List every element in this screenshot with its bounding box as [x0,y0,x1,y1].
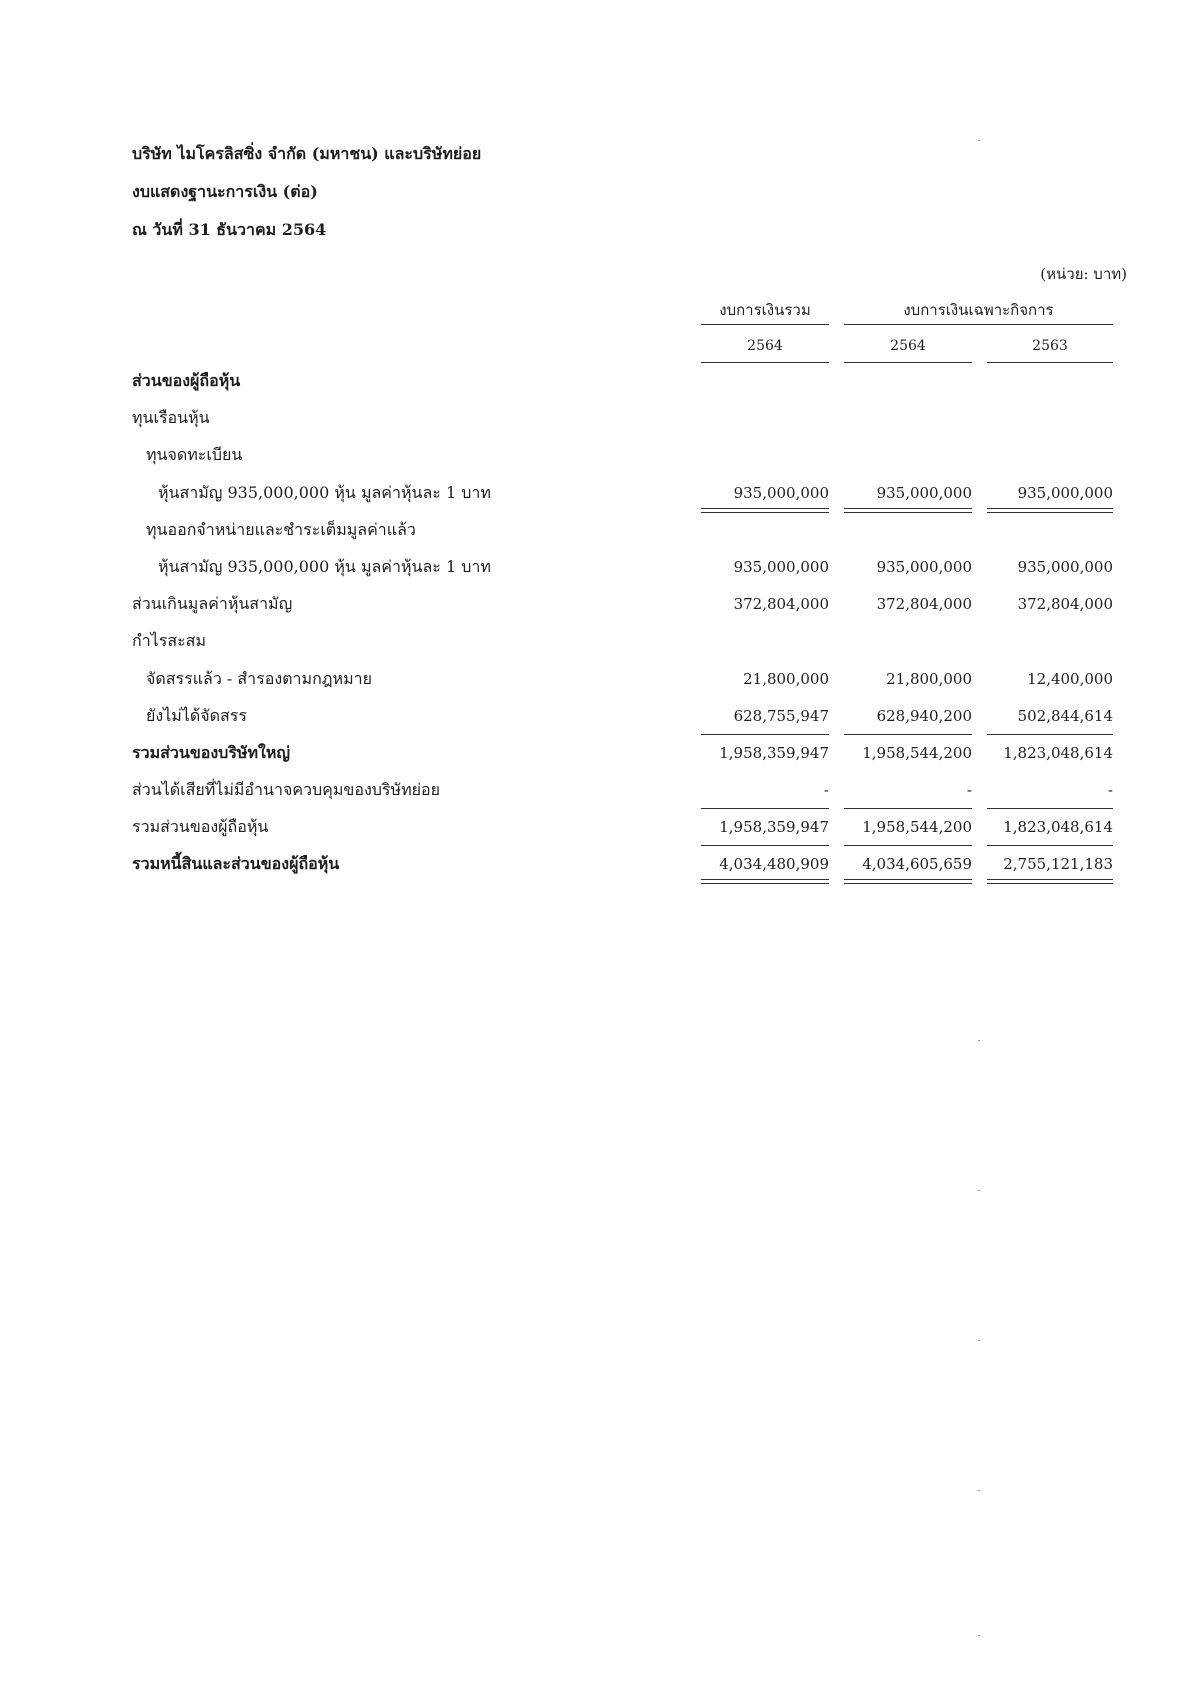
subtotal-line [701,808,829,809]
column-group-underline [701,324,829,325]
table-row [0,848,1190,885]
table-row [0,700,1190,737]
table-row [0,365,1190,402]
value-cell: 935,000,000 [733,557,829,576]
row-label: จัดสรรแล้ว - สำรองตามกฎหมาย [146,668,372,688]
scan-speck [978,140,980,141]
row-label: ทุนจดทะเบียน [146,445,243,465]
subtotal-line [844,808,972,809]
value-cell: 2,755,121,183 [1003,855,1113,874]
year-header: 2564 [890,338,926,354]
year-underline [987,362,1113,363]
column-group-separate: งบการเงินเฉพาะกิจการ [903,301,1054,319]
row-label: รวมหนี้สินและส่วนของผู้ถือหุ้น [132,854,340,874]
subtotal-line [701,734,829,735]
value-cell: 372,804,000 [876,595,972,614]
row-label: กำไรสะสม [132,631,206,651]
value-cell: 628,940,200 [876,706,972,725]
column-group-consolidated: งบการเงินรวม [719,301,811,319]
value-cell: 372,804,000 [1017,595,1113,614]
value-cell: 21,800,000 [743,669,829,688]
subtotal-line [987,734,1113,735]
table-row [0,737,1190,774]
unit-label: (หน่วย: บาท) [1040,265,1127,283]
double-underline [844,879,972,884]
scan-speck [978,1635,980,1636]
table-row [0,477,1190,514]
year-header: 2563 [1032,338,1068,354]
company-name: บริษัท ไมโครลิสซิ่ง จำกัด (มหาชน) และบริษัทย่อย [132,144,482,163]
row-label: ส่วนของผู้ถือหุ้น [132,371,241,390]
row-label: รวมส่วนของบริษัทใหญ่ [132,742,291,762]
subtotal-line [844,845,972,846]
value-cell: 21,800,000 [886,669,972,688]
value-cell: - [1107,781,1113,800]
value-cell: 935,000,000 [733,483,829,502]
year-underline [701,362,829,363]
value-cell: 12,400,000 [1027,669,1113,688]
year-header: 2564 [747,338,783,354]
year-underline [844,362,972,363]
value-cell: 935,000,000 [1017,557,1113,576]
table-row [0,551,1190,588]
table-row [0,588,1190,625]
value-cell: - [966,781,972,800]
value-cell: 372,804,000 [733,595,829,614]
row-label: รวมส่วนของผู้ถือหุ้น [132,817,269,837]
table-row [0,514,1190,551]
value-cell: 935,000,000 [876,483,972,502]
statement-title: งบแสดงฐานะการเงิน (ต่อ) [132,182,318,201]
subtotal-line [701,845,829,846]
value-cell: 1,958,359,947 [719,818,829,837]
scan-speck [978,1040,980,1041]
row-label: ส่วนได้เสียที่ไม่มีอำนาจควบคุมของบริษัทย่อย [132,780,440,800]
double-underline [701,879,829,884]
row-label: หุ้นสามัญ 935,000,000 หุ้น มูลค่าหุ้นละ 1 บาท [158,482,491,502]
row-label: ยังไม่ได้จัดสรร [146,705,247,725]
double-underline [987,879,1113,884]
table-row [0,663,1190,700]
value-cell: 502,844,614 [1017,706,1113,725]
row-label: ส่วนเกินมูลค่าหุ้นสามัญ [132,594,293,614]
double-underline [701,508,829,513]
row-label: ทุนเรือนหุ้น [132,408,210,428]
table-row [0,774,1190,811]
double-underline [987,508,1113,513]
table-row [0,625,1190,662]
value-cell: 1,958,359,947 [719,743,829,762]
column-group-underline [844,324,1113,325]
value-cell: 1,823,048,614 [1003,818,1113,837]
double-underline [844,508,972,513]
subtotal-line [844,734,972,735]
value-cell: 4,034,480,909 [719,855,829,874]
row-label: หุ้นสามัญ 935,000,000 หุ้น มูลค่าหุ้นละ 1 บาท [158,556,491,576]
value-cell: 935,000,000 [1017,483,1113,502]
table-row [0,402,1190,439]
subtotal-line [987,808,1113,809]
scan-speck [978,1340,980,1341]
value-cell: 935,000,000 [876,557,972,576]
table-row [0,439,1190,476]
statement-date: ณ วันที่ 31 ธันวาคม 2564 [132,220,327,239]
table-row [0,811,1190,848]
value-cell: 628,755,947 [733,706,829,725]
value-cell: 1,823,048,614 [1003,743,1113,762]
value-cell: 4,034,605,659 [862,855,972,874]
value-cell: 1,958,544,200 [862,743,972,762]
row-label: ทุนออกจำหน่ายและชำระเต็มมูลค่าแล้ว [146,519,416,539]
value-cell: 1,958,544,200 [862,818,972,837]
scan-speck [978,1190,980,1191]
subtotal-line [987,845,1113,846]
value-cell: - [823,781,829,800]
statement-table [0,365,1190,886]
scan-speck [978,1490,980,1491]
